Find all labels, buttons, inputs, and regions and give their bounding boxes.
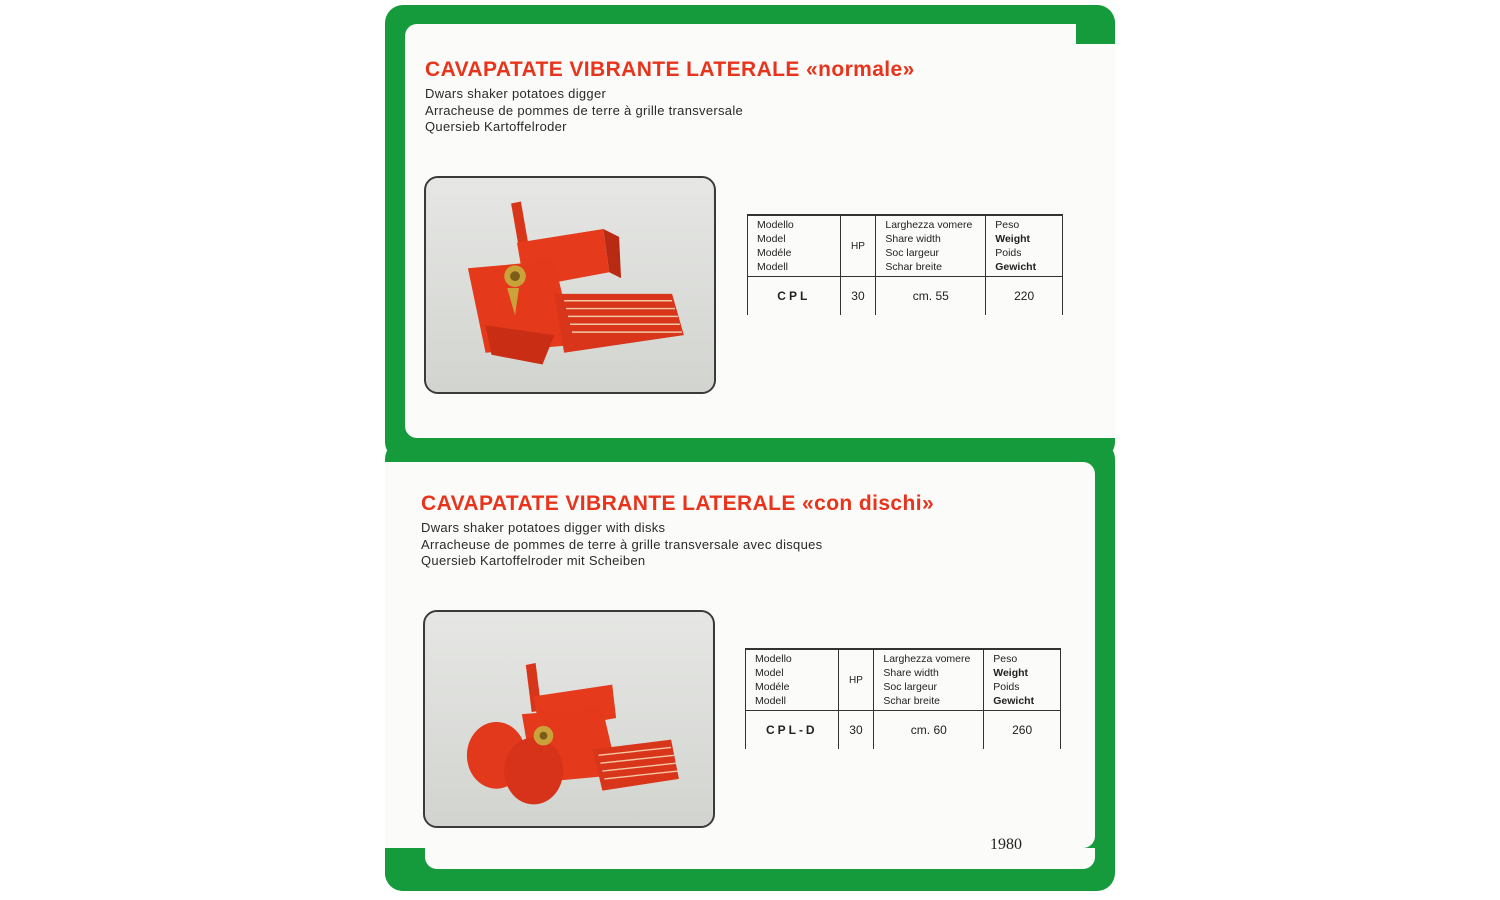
model-header	[748, 215, 841, 277]
product-2-subtitle-de: Quersieb Kartoffelroder mit Scheiben	[421, 553, 646, 568]
header-line: Peso	[993, 653, 1018, 665]
bottom-frame-notch	[385, 848, 425, 891]
header-line: Modéle	[755, 681, 790, 693]
model-header	[746, 649, 839, 711]
hp-cell: 30	[840, 277, 876, 316]
model-cell: CPL-D	[746, 711, 839, 750]
product-1-title-main: CAVAPATATE VIBRANTE LATERALE	[425, 58, 800, 81]
header-line	[883, 652, 983, 666]
header-line: Gewicht	[993, 695, 1035, 707]
publication-year: 1980	[990, 836, 1022, 853]
header-word: Larghezza	[883, 653, 933, 665]
header-line: Gewicht	[995, 261, 1037, 273]
product-2-title-variant: «con dischi»	[802, 492, 935, 515]
product-1-subtitles	[425, 86, 743, 136]
product-2-subtitle-fr: Arracheuse de pommes de terre à grille transversale avec disques	[421, 536, 823, 552]
header-line: Schar breite	[883, 695, 940, 707]
header-line: Soc largeur	[885, 247, 940, 259]
product-1-photo	[424, 176, 716, 394]
header-line: Share width	[883, 667, 939, 679]
header-line: Peso	[995, 219, 1020, 231]
bottom-panel-left-gap	[385, 462, 425, 848]
product-1-spec-table	[747, 214, 1063, 315]
product-1-subtitle-de: Quersieb Kartoffelroder	[425, 119, 567, 134]
width-cell: cm. 60	[874, 711, 984, 750]
header-word: vomere	[937, 219, 973, 231]
model-cell: CPL	[748, 277, 841, 316]
product-2-subtitle-en: Dwars shaker potatoes digger with disks	[421, 520, 666, 535]
weight-cell: 220	[986, 277, 1063, 316]
width-cell: cm. 55	[876, 277, 986, 316]
top-panel-right-edge	[1076, 44, 1115, 438]
header-line: Modello	[755, 653, 792, 665]
header-line: Schar breite	[885, 261, 942, 273]
header-line: Model	[757, 233, 786, 245]
product-1-subtitle-en: Dwars shaker potatoes digger	[425, 86, 607, 101]
header-line: Modell	[757, 261, 788, 273]
hp-cell: 30	[838, 711, 874, 750]
weight-header	[984, 649, 1061, 711]
header-word: Larghezza	[885, 219, 935, 231]
header-line: Modéle	[757, 247, 792, 259]
product-2-subtitles	[421, 520, 822, 570]
product-1-subtitle-fr: Arracheuse de pommes de terre à grille transversale	[425, 102, 744, 118]
potato-digger-disks-illustration	[425, 612, 713, 826]
header-line	[885, 218, 985, 232]
header-line: Poids	[993, 681, 1020, 693]
product-2-title-main: CAVAPATATE VIBRANTE LATERALE	[421, 492, 796, 515]
hp-header: HP	[840, 215, 876, 277]
header-line: Modell	[755, 695, 786, 707]
header-line: Poids	[995, 247, 1022, 259]
product-2-spec-table	[745, 648, 1061, 749]
product-2-photo	[423, 610, 715, 828]
header-line: Share width	[885, 233, 941, 245]
potato-digger-illustration	[426, 178, 714, 392]
product-1-title	[425, 58, 915, 82]
top-frame-notch	[1076, 5, 1115, 44]
header-line: Soc largeur	[883, 681, 938, 693]
header-line: Modello	[757, 219, 794, 231]
product-2-title	[421, 492, 934, 516]
product-1-title-variant: «normale»	[806, 58, 915, 81]
weight-header	[986, 215, 1063, 277]
header-line: Model	[755, 667, 784, 679]
width-header	[874, 649, 984, 711]
header-line: Weight	[995, 233, 1031, 245]
hp-header: HP	[838, 649, 874, 711]
header-line: Weight	[993, 667, 1029, 679]
header-word: vomere	[935, 653, 971, 665]
weight-cell: 260	[984, 711, 1061, 750]
width-header	[876, 215, 986, 277]
